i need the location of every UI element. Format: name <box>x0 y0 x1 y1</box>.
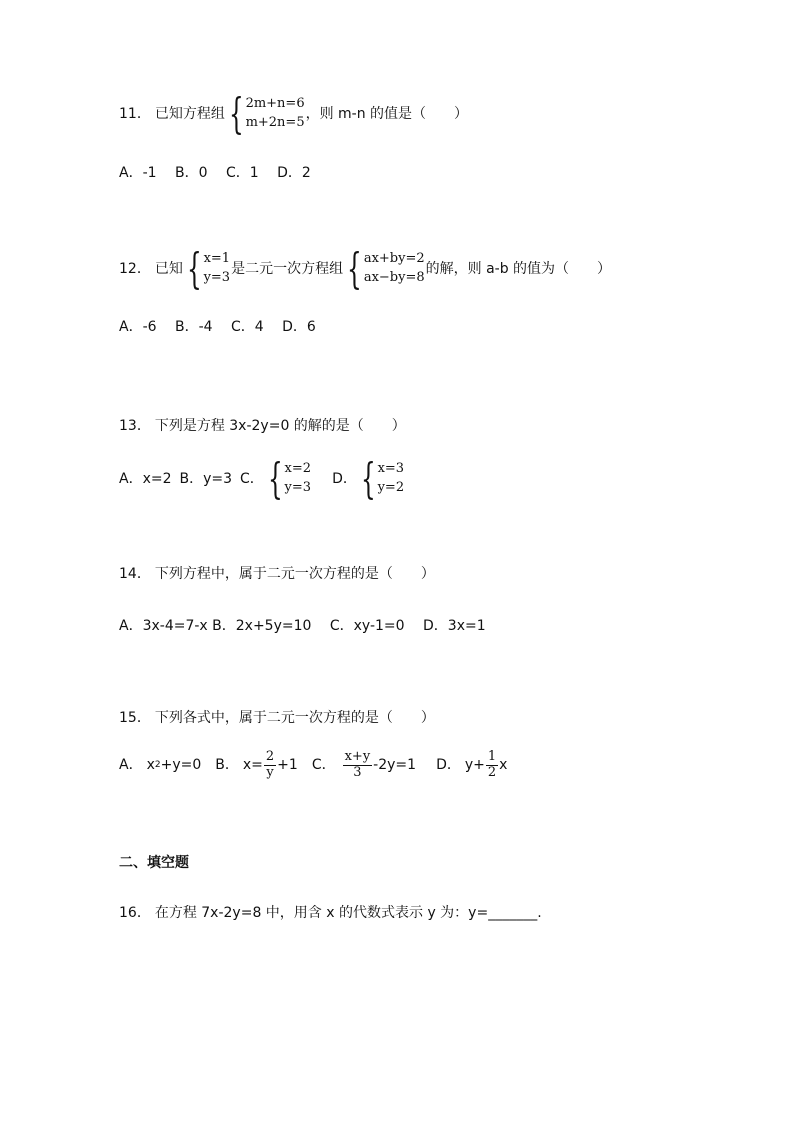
question-13-stem <box>119 418 406 435</box>
question-15-option-c-post: -2y=1 <box>373 757 417 774</box>
left-brace-icon: { <box>228 89 244 138</box>
question-15-option-a-rest: +y=0 <box>160 757 202 774</box>
question-14-stem <box>119 566 435 583</box>
left-brace-icon: { <box>267 454 283 503</box>
question-13-options <box>119 454 405 503</box>
question-13-option-d-label: D． <box>332 470 357 487</box>
question-14-number: 14． <box>119 566 151 582</box>
question-11-text-b: ，则 m-n 的值是（ ） <box>305 105 469 122</box>
question-15-option-c-label: C． <box>311 757 336 774</box>
question-15-option-b-numerator: 2 <box>265 749 275 764</box>
question-12-equation-system <box>344 244 425 293</box>
question-12-options: A．-6 B．-4 C．4 D．6 <box>119 319 316 335</box>
question-15-option-a-base: x <box>146 757 155 774</box>
question-15-option-b-fraction <box>264 750 276 781</box>
question-11-stem <box>119 89 469 138</box>
question-15-stem <box>119 710 435 727</box>
question-13-text: 下列是方程 3x-2y=0 的解的是（ ） <box>154 418 406 434</box>
question-15-options: A． x 2 +y=0 B． x= $\frac{2}{y}$ +1 C． $\frac{x+y}{3}$ -2y=1 D． y+ $\frac{1}{2}$ x <box>119 749 508 780</box>
question-13-d-eq2: y=2 <box>377 480 405 495</box>
question-15-option-d-fraction <box>486 750 498 781</box>
question-15-option-b-denominator: y <box>266 764 274 780</box>
question-13-option-a: A．x=2 <box>119 470 172 487</box>
question-15-option-d-label: D． <box>436 757 461 774</box>
question-14-text: 下列方程中，属于二元一次方程的是（ ） <box>154 566 435 582</box>
question-15-option-b-label: B． <box>215 757 239 774</box>
question-15-option-d-post: x <box>499 757 508 774</box>
question-11-eq2: m+2n=5 <box>245 115 305 130</box>
question-15-number: 15． <box>119 710 151 726</box>
question-15-option-b-post: +1 <box>277 757 298 774</box>
question-13-c-eq2: y=3 <box>284 480 312 495</box>
question-13-option-d-system <box>358 454 405 503</box>
question-11-eq1: 2m+n=6 <box>245 96 305 112</box>
question-12-solution-system <box>184 244 231 293</box>
question-15-option-d-denominator: 2 <box>487 764 497 780</box>
question-15-option-c-numerator: x+y <box>344 749 371 764</box>
left-brace-icon: { <box>186 244 202 293</box>
question-15-option-d-pre: y+ <box>464 757 485 774</box>
question-15-option-c-denominator: 3 <box>353 764 362 780</box>
question-13-d-eq1: x=3 <box>377 461 405 477</box>
section-title: 二、填空题 <box>119 855 189 871</box>
question-12-s2-eq2: ax−by=8 <box>363 270 425 285</box>
question-15-option-b-pre: x= <box>242 757 263 774</box>
question-13-option-c-label: C． <box>240 470 264 487</box>
question-14-options: A．3x-4=7-x B．2x+5y=10 C．xy-1=0 D．3x=1 <box>119 618 486 634</box>
question-13-option-b: B．y=3 <box>179 470 233 487</box>
question-12-s2-eq1: ax+by=2 <box>363 251 425 267</box>
question-13-option-c-system <box>265 454 312 503</box>
question-15-option-a-label: A． <box>119 757 143 774</box>
question-12-text-c: 的解，则 a-b 的值为（ ） <box>425 260 612 277</box>
left-brace-icon: { <box>360 454 376 503</box>
question-12-text-a: 已知 <box>154 260 183 277</box>
question-15-text: 下列各式中，属于二元一次方程的是（ ） <box>154 710 435 726</box>
question-12-stem <box>119 244 612 293</box>
question-16-stem <box>119 905 542 922</box>
question-12-number: 12． <box>119 260 151 277</box>
question-13-number: 13． <box>119 418 151 434</box>
question-12-s1-eq2: y=3 <box>203 270 231 285</box>
question-11-system <box>226 89 305 138</box>
question-15-option-d-numerator: 1 <box>487 749 497 764</box>
question-12-text-b: 是二元一次方程组 <box>231 260 344 277</box>
question-16-number: 16． <box>119 905 151 921</box>
question-11-number: 11． <box>119 105 151 122</box>
question-13-c-eq1: x=2 <box>284 461 312 477</box>
question-12-s1-eq1: x=1 <box>203 251 231 267</box>
left-brace-icon: { <box>347 244 362 293</box>
question-11-options: A．-1 B．0 C．1 D．2 <box>119 165 311 181</box>
question-15-option-c-fraction <box>343 750 373 781</box>
question-16-text: 在方程 7x-2y=8 中，用含 x 的代数式表示 y 为：y=_______. <box>154 905 542 921</box>
question-11-text-a: 已知方程组 <box>154 105 225 122</box>
